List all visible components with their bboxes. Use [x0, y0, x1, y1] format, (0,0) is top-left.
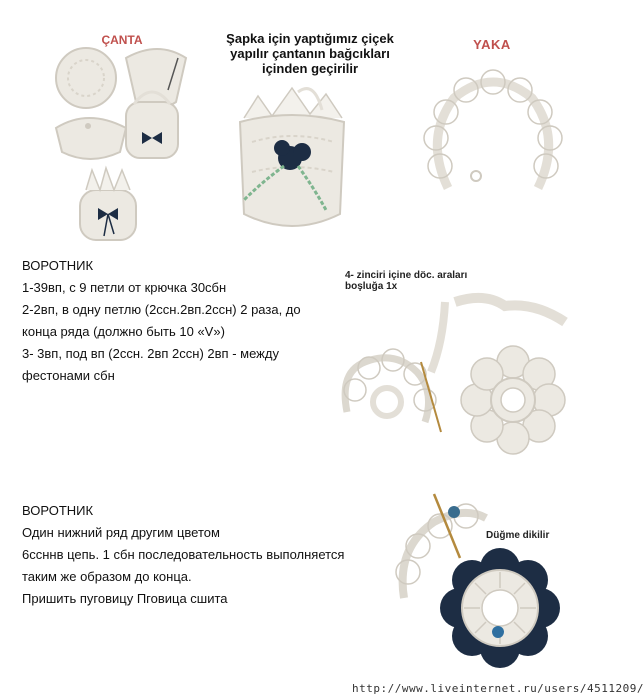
- sapka-caption-line1: Şapka için yaptığımız çiçek: [226, 31, 394, 46]
- section2-text: [22, 500, 382, 610]
- section1-title: ВОРОТНИК: [22, 258, 94, 273]
- section1-line: 1-39вп, с 9 петли от крючка 30сбн: [22, 280, 227, 295]
- canta-caption: ÇANTA: [101, 33, 143, 47]
- section2-line: таким же образом до конца.: [22, 569, 192, 584]
- canta-photo: [48, 40, 198, 245]
- yaka-photo: [418, 58, 568, 218]
- section2-title: ВОРОТНИК: [22, 503, 94, 518]
- collar-process-photo: [335, 262, 570, 462]
- section1-line: фестонами сбн: [22, 368, 115, 383]
- sapka-caption-line3: içinden geçirilir: [261, 61, 359, 76]
- section1-line: 2-2вп, в одну петлю (2ссн.2вп.2ссн) 2 раза, до: [22, 302, 301, 317]
- source-watermark: http://www.liveinternet.ru/users/4511209/: [352, 682, 644, 695]
- row4-note-line1: 4- zinciri içine döc. araları: [345, 270, 468, 281]
- section1-text: [22, 255, 332, 387]
- section2-line: Один нижний ряд другим цветом: [22, 525, 220, 540]
- sapka-caption: [210, 31, 410, 76]
- section1-line: конца ряда (должно быть 10 «V»): [22, 324, 225, 339]
- sapka-caption-line2: yapılır çantanın bağcıkları: [230, 46, 390, 61]
- dugme-note: Düğme dikilir: [486, 530, 550, 541]
- yaka-caption: YAKA: [473, 37, 511, 52]
- section2-line: 6ссннв цепь. 1 сбн последовательность выполняется: [22, 547, 345, 562]
- finished-collar-photo: [390, 488, 580, 678]
- section1-line: 3- 3вп, под вп (2ссн. 2вп 2ссн) 2вп - между: [22, 346, 279, 361]
- section2-line: Пришить пуговицу Пговица сшита: [22, 591, 228, 606]
- row4-note-line2: boşluğa 1x: [345, 281, 398, 292]
- sapka-photo: [222, 82, 362, 242]
